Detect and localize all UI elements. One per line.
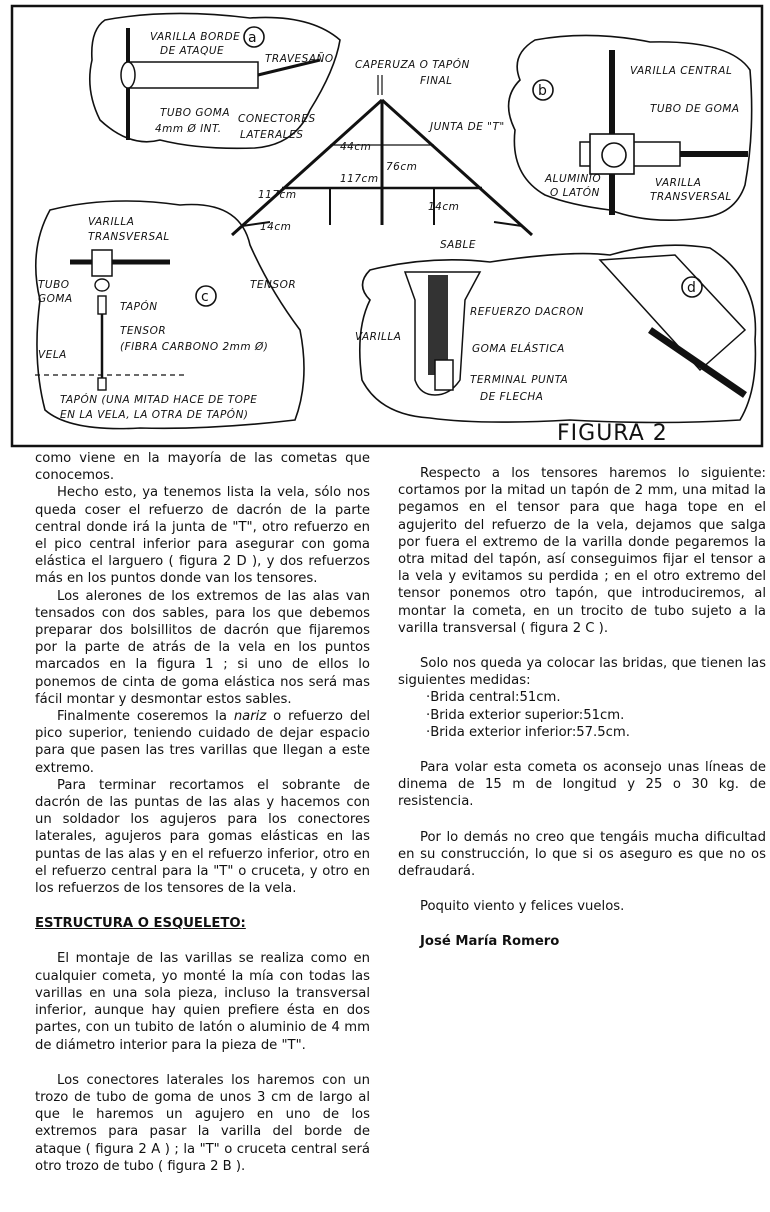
section-heading: ESTRUCTURA O ESQUELETO: <box>35 916 246 932</box>
label-varilla-borde-1: VARILLA BORDE <box>150 31 241 43</box>
figure-2-diagram <box>10 0 765 450</box>
paragraph: Los alerones de los extremos de las alas van tensados con dos sables, para los que debemos preparar dos bolsillitos de dacrón que fijaremos por la parte de atrás de la vela en los puntos marcados en la figura 1 ; si uno de ellos lo ponemos de cinta de goma elástica nos será mas fácil montar y desmontar estos sables. <box>35 588 370 707</box>
label-d: d <box>687 280 696 296</box>
label-junta-t: JUNTA DE "T" <box>430 121 505 133</box>
label-goma-elastica: GOMA ELÁSTICA <box>472 343 565 355</box>
label-tapon-note-1: TAPÓN (UNA MITAD HACE DE TOPE <box>60 394 258 406</box>
label-a: a <box>248 30 257 46</box>
paragraph: Respecto a los tensores haremos lo siguiente: cortamos por la mitad un tapón de 2 mm, una mitad la pegamos en el tensor para que haga tope en el agujerito del refuerzo de la vela, dejamos que salga por fuera el extremo de la varilla donde pegaremos la otra mitad del tapón, así conseguimos fijar el tensor a la vela y evitamos su perdida ; en el otro extremo del tensor ponemos otro tapón, que introduciremos, al montar la cometa, en un trocito de tubo sujeto a la varilla transversal ( figura 2 C ). <box>398 466 766 636</box>
dim-14-a: 14cm <box>428 201 460 213</box>
kite-frame <box>232 75 532 235</box>
label-tubo-goma-c2: GOMA <box>38 293 73 305</box>
paragraph <box>35 708 370 777</box>
label-vela: VELA <box>38 349 67 361</box>
brida-item: ·Brida central:51cm. <box>426 690 561 706</box>
label-sable: SABLE <box>440 239 477 251</box>
label-tensor-c1: TENSOR <box>120 325 167 337</box>
label-tubo-goma-a1: TUBO GOMA <box>160 107 231 119</box>
paragraph: Poquito viento y felices vuelos. <box>420 899 625 915</box>
dim-76: 76cm <box>386 161 418 173</box>
paragraph: Para volar esta cometa os aconsejo unas líneas de dinema de 15 m de longitud y 25 o 30 kg. de resistencia. <box>398 760 766 810</box>
dim-117-b: 117cm <box>258 189 297 201</box>
label-tapon-c: TAPÓN <box>120 301 158 313</box>
label-refuerzo-dacron: REFUERZO DACRON <box>470 306 584 318</box>
label-conectores-1: CONECTORES <box>238 113 316 125</box>
left-column <box>35 450 370 1175</box>
label-varilla-central: VARILLA CENTRAL <box>630 65 733 77</box>
label-aluminio-1: ALUMINIO <box>545 173 602 185</box>
label-varilla-transv-c2: TRANSVERSAL <box>88 231 170 243</box>
paragraph: Los conectores laterales los haremos con un trozo de tubo de goma de unos 3 cm de largo al que le haremos un agujero en uno de los extremos para pasar la varilla del borde de ataque ( figura 2 A ) ; la "T" o cruceta central será otro trozo de tubo ( figura 2 B ). <box>35 1072 370 1174</box>
text-run: Finalmente coseremos la <box>57 709 234 725</box>
label-varilla-borde-2: DE ATAQUE <box>160 45 225 57</box>
text-run: o refuerzo del pico superior, teniendo cuidado de dejar espacio para que pasen las tres varillas que llegan a este extremo. <box>35 709 370 776</box>
figure-caption: FIGURA 2 <box>557 421 668 446</box>
label-varilla-transv-c1: VARILLA <box>88 216 135 228</box>
brida-item: ·Brida exterior inferior:57.5cm. <box>426 724 630 740</box>
label-b: b <box>538 83 547 99</box>
paragraph: Para terminar recortamos el sobrante de dacrón de las puntas de las alas y hacemos con un soldador los agujeros para los conectores laterales, agujeros para gomas elásticas en las puntas de las alas y en el refuerzo inferior, otro en el refuerzo central para la "T" o cruceta, y otro en los refuerzos de los tensores de la vela. <box>35 777 370 897</box>
label-aluminio-2: O LATÓN <box>550 187 600 199</box>
label-varilla-d: VARILLA <box>355 331 402 343</box>
label-varilla-transv-b2: TRANSVERSAL <box>650 191 732 203</box>
dim-44: 44cm <box>340 141 372 153</box>
author: José María Romero <box>420 934 560 950</box>
paragraph: Hecho esto, ya tenemos lista la vela, sólo nos queda coser el refuerzo de dacrón de la parte central donde irá la junta de "T", otro refuerzo en el pico central inferior para asegurar con goma elástica el larguero ( figura 2 D ), y dos refuerzos más en los puntos donde van los tensores. <box>35 485 370 587</box>
label-tapon-note-2: EN LA VELA, LA OTRA DE TAPÓN) <box>60 409 249 421</box>
right-column <box>398 465 766 951</box>
label-travesano: TRAVESAÑO <box>265 53 334 65</box>
label-varilla-transv-b1: VARILLA <box>655 177 702 189</box>
label-c: c <box>201 289 209 305</box>
label-tubo-de-goma-b: TUBO DE GOMA <box>650 103 740 115</box>
paragraph: El montaje de las varillas se realiza como en cualquier cometa, yo monté la mía con todas las varillas en una sola pieza, incluso la transversal inferior, aunque hay quien prefiere ésta en dos partes, con un tubito de latón o aluminio de 4 mm de diámetro interior para la pieza de "T". <box>35 951 370 1053</box>
label-terminal-1: TERMINAL PUNTA <box>470 374 569 386</box>
label-tubo-goma-a2: 4mm Ø INT. <box>155 123 222 135</box>
dim-14-b: 14cm <box>260 221 292 233</box>
paragraph: como viene en la mayoría de las cometas que conocemos. <box>35 451 370 484</box>
label-tensor-c2: (FIBRA CARBONO 2mm Ø) <box>120 341 269 353</box>
label-caperuza-2: FINAL <box>420 75 453 87</box>
paragraph: Por lo demás no creo que tengáis mucha dificultad en su construcción, lo que si os aseguro es que no os defraudará. <box>398 829 766 880</box>
label-tensor-main: TENSOR <box>250 279 297 291</box>
label-tubo-goma-c1: TUBO <box>38 279 70 291</box>
emphasis-nariz: nariz <box>233 709 267 725</box>
label-terminal-2: DE FLECHA <box>480 391 544 403</box>
label-conectores-2: LATERALES <box>240 129 304 141</box>
label-caperuza-1: CAPERUZA O TAPÓN <box>355 59 470 71</box>
brida-item: ·Brida exterior superior:51cm. <box>426 707 625 723</box>
dim-117-a: 117cm <box>340 173 379 185</box>
paragraph: Solo nos queda ya colocar las bridas, que tienen las siguientes medidas: <box>398 656 766 689</box>
